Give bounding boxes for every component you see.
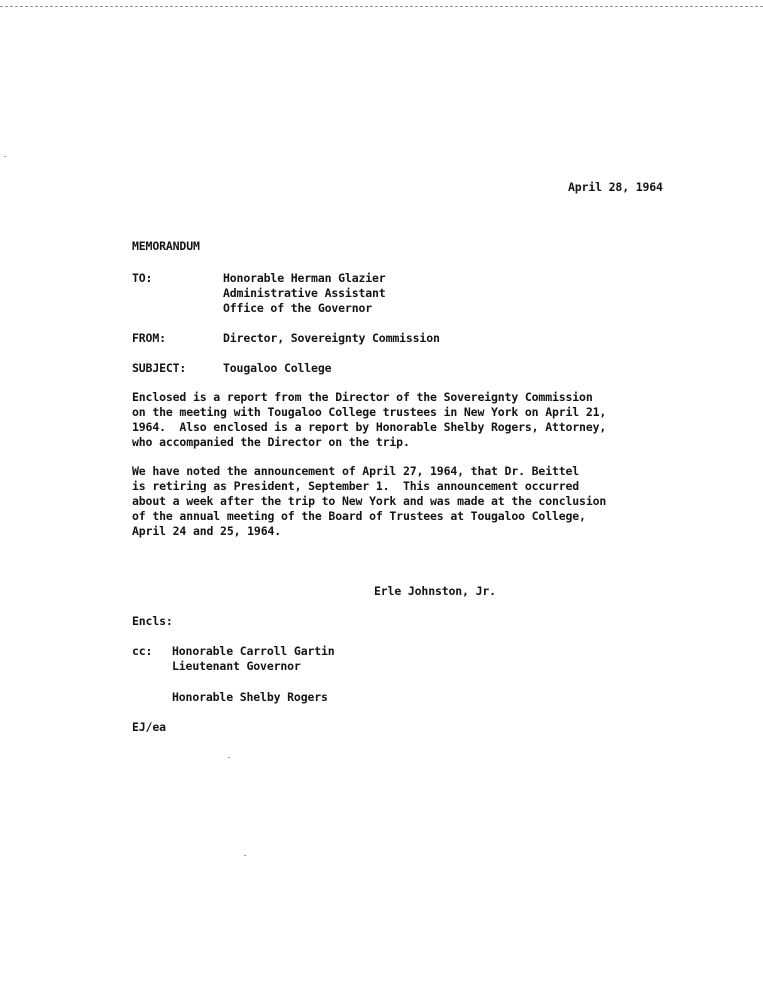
scan-speck	[228, 757, 230, 758]
to-line-3: Office of the Governor	[223, 301, 373, 315]
to-line-1: Honorable Herman Glazier	[223, 271, 386, 285]
scan-speck	[4, 156, 6, 157]
paragraph-1-line-4: who accompanied the Director on the trip.	[132, 435, 410, 449]
from-label: FROM:	[132, 331, 166, 345]
from-value: Director, Sovereignty Commission	[223, 331, 440, 345]
paragraph-1-line-1: Enclosed is a report from the Director of the Sovereignty Commission	[132, 390, 593, 404]
cc-line-1: Honorable Carroll Gartin	[172, 644, 335, 658]
cc-second: Honorable Shelby Rogers	[172, 690, 328, 704]
subject-label: SUBJECT:	[132, 361, 187, 375]
typist-initials: EJ/ea	[132, 720, 166, 734]
paragraph-2-line-3: about a week after the trip to New York and was made at the conclusion	[132, 494, 607, 508]
cc-line-2: Lieutenant Governor	[172, 659, 301, 673]
page-top-edge	[0, 6, 763, 9]
subject-value: Tougaloo College	[223, 361, 332, 375]
memo-heading: MEMORANDUM	[132, 239, 200, 253]
paragraph-1-line-3: 1964. Also enclosed is a report by Honorable Shelby Rogers, Attorney,	[132, 420, 607, 434]
enclosures-label: Encls:	[132, 614, 173, 628]
cc-label: cc:	[132, 644, 153, 658]
paragraph-2-line-4: of the annual meeting of the Board of Trustees at Tougaloo College,	[132, 509, 586, 523]
paragraph-1-line-2: on the meeting with Tougaloo College trustees in New York on April 21,	[132, 405, 607, 419]
signature-name: Erle Johnston, Jr.	[374, 584, 496, 598]
to-label: TO:	[132, 271, 153, 285]
paragraph-2-line-2: is retiring as President, September 1. This announcement occurred	[132, 479, 580, 493]
paragraph-2-line-5: April 24 and 25, 1964.	[132, 524, 282, 538]
to-line-2: Administrative Assistant	[223, 286, 386, 300]
paragraph-2-line-1: We have noted the announcement of April 27, 1964, that Dr. Beittel	[132, 464, 580, 478]
scan-speck	[244, 855, 246, 856]
memo-date: April 28, 1964	[568, 180, 663, 194]
